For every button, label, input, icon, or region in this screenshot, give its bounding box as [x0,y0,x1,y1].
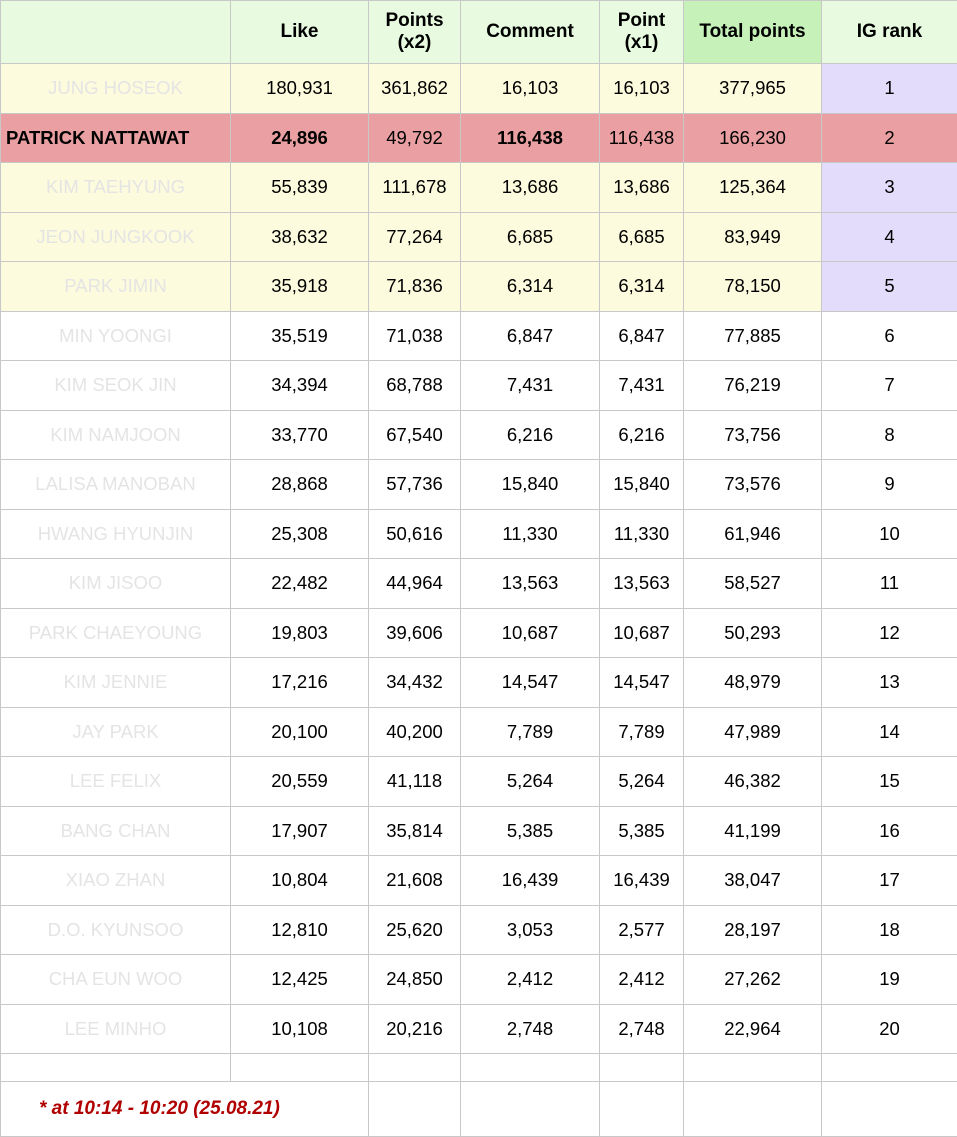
like-count: 22,482 [231,559,369,609]
total-points: 78,150 [684,262,822,312]
total-points: 73,756 [684,410,822,460]
total-points: 377,965 [684,64,822,114]
points-x2: 41,118 [369,757,461,807]
point-x1: 7,789 [600,707,684,757]
blank-cell [369,1054,461,1082]
artist-name: JUNG HOSEOK [1,64,231,114]
ig-rank: 10 [822,509,957,559]
like-count: 10,804 [231,856,369,906]
artist-name: KIM TAEHYUNG [1,163,231,213]
like-count: 20,100 [231,707,369,757]
comment-count: 7,431 [461,361,600,411]
point-x1: 16,439 [600,856,684,906]
comment-count: 11,330 [461,509,600,559]
like-count: 12,425 [231,955,369,1005]
points-x2: 34,432 [369,658,461,708]
point-x1: 14,547 [600,658,684,708]
like-count: 10,108 [231,1004,369,1054]
header-name [1,1,231,64]
header-points-x2-line2: (x2) [398,32,432,53]
artist-name: LEE MINHO [1,1004,231,1054]
total-points: 22,964 [684,1004,822,1054]
ig-rank: 7 [822,361,957,411]
like-count: 17,216 [231,658,369,708]
like-count: 34,394 [231,361,369,411]
table-row [1,410,957,460]
point-x1: 5,264 [600,757,684,807]
comment-count: 13,686 [461,163,600,213]
comment-count: 16,439 [461,856,600,906]
like-count: 24,896 [231,113,369,163]
header-comment: Comment [461,1,600,64]
table-row [1,806,957,856]
point-x1: 16,103 [600,64,684,114]
table-row [1,460,957,510]
comment-count: 15,840 [461,460,600,510]
like-count: 180,931 [231,64,369,114]
ig-rank: 13 [822,658,957,708]
points-x2: 57,736 [369,460,461,510]
artist-name: MIN YOONGI [1,311,231,361]
points-x2: 40,200 [369,707,461,757]
table-row [1,64,957,114]
table-row [1,361,957,411]
total-points: 41,199 [684,806,822,856]
points-x2: 21,608 [369,856,461,906]
blank-cell [684,1082,822,1137]
total-points: 38,047 [684,856,822,906]
ig-rank: 9 [822,460,957,510]
point-x1: 10,687 [600,608,684,658]
table-row [1,658,957,708]
like-count: 38,632 [231,212,369,262]
comment-count: 2,748 [461,1004,600,1054]
like-count: 12,810 [231,905,369,955]
total-points: 73,576 [684,460,822,510]
blank-cell [369,1082,461,1137]
total-points: 50,293 [684,608,822,658]
point-x1: 2,412 [600,955,684,1005]
comment-count: 116,438 [461,113,600,163]
table-row [1,757,957,807]
blank-cell [461,1082,600,1137]
point-x1: 13,563 [600,559,684,609]
like-count: 35,918 [231,262,369,312]
table-row [1,311,957,361]
artist-name: D.O. KYUNSOO [1,905,231,955]
points-x2: 361,862 [369,64,461,114]
comment-count: 3,053 [461,905,600,955]
artist-name: HWANG HYUNJIN [1,509,231,559]
table-row [1,559,957,609]
points-x2: 50,616 [369,509,461,559]
point-x1: 6,314 [600,262,684,312]
table-row [1,212,957,262]
points-x2: 49,792 [369,113,461,163]
point-x1: 7,431 [600,361,684,411]
total-points: 61,946 [684,509,822,559]
artist-name: JEON JUNGKOOK [1,212,231,262]
points-x2: 24,850 [369,955,461,1005]
header-point-x1-line1: Point [618,10,666,31]
like-count: 55,839 [231,163,369,213]
table-row [1,707,957,757]
table-row [1,856,957,906]
points-x2: 20,216 [369,1004,461,1054]
total-points: 77,885 [684,311,822,361]
ig-rank: 11 [822,559,957,609]
total-points: 28,197 [684,905,822,955]
artist-name: KIM SEOK JIN [1,361,231,411]
blank-cell [600,1082,684,1137]
artist-name: KIM NAMJOON [1,410,231,460]
points-x2: 44,964 [369,559,461,609]
points-x2: 35,814 [369,806,461,856]
point-x1: 6,216 [600,410,684,460]
point-x1: 2,577 [600,905,684,955]
comment-count: 6,216 [461,410,600,460]
total-points: 166,230 [684,113,822,163]
artist-name: PARK CHAEYOUNG [1,608,231,658]
points-x2: 71,836 [369,262,461,312]
comment-count: 16,103 [461,64,600,114]
ig-rank: 17 [822,856,957,906]
timestamp-note: * at 10:14 - 10:20 (25.08.21) [1,1082,369,1137]
like-count: 35,519 [231,311,369,361]
points-x2: 39,606 [369,608,461,658]
table-body [1,64,957,1054]
ig-rank: 15 [822,757,957,807]
header-point-x1 [600,1,684,64]
header-points-x2-line1: Points [385,10,443,31]
header-point-x1-line2: (x1) [625,32,659,53]
total-points: 125,364 [684,163,822,213]
points-x2: 77,264 [369,212,461,262]
ig-rank: 12 [822,608,957,658]
point-x1: 6,847 [600,311,684,361]
table-row [1,509,957,559]
footnote-row [1,1082,957,1137]
like-count: 33,770 [231,410,369,460]
table-row [1,608,957,658]
artist-name: PARK JIMIN [1,262,231,312]
point-x1: 2,748 [600,1004,684,1054]
comment-count: 6,847 [461,311,600,361]
comment-count: 5,264 [461,757,600,807]
artist-name: KIM JENNIE [1,658,231,708]
table-row [1,955,957,1005]
total-points: 27,262 [684,955,822,1005]
like-count: 17,907 [231,806,369,856]
header-points-x2 [369,1,461,64]
ig-rank: 6 [822,311,957,361]
comment-count: 13,563 [461,559,600,609]
points-x2: 71,038 [369,311,461,361]
points-x2: 68,788 [369,361,461,411]
ig-rank: 18 [822,905,957,955]
artist-name: XIAO ZHAN [1,856,231,906]
blank-cell [231,1054,369,1082]
blank-cell [461,1054,600,1082]
point-x1: 6,685 [600,212,684,262]
blank-cell [684,1054,822,1082]
total-points: 47,989 [684,707,822,757]
table-row [1,163,957,213]
comment-count: 10,687 [461,608,600,658]
ig-rank: 1 [822,64,957,114]
artist-name: JAY PARK [1,707,231,757]
point-x1: 5,385 [600,806,684,856]
points-x2: 111,678 [369,163,461,213]
points-x2: 25,620 [369,905,461,955]
total-points: 46,382 [684,757,822,807]
table-row [1,905,957,955]
comment-count: 14,547 [461,658,600,708]
table-row [1,1004,957,1054]
artist-name: CHA EUN WOO [1,955,231,1005]
header-total-points: Total points [684,1,822,64]
header-like: Like [231,1,369,64]
like-count: 20,559 [231,757,369,807]
table-row [1,113,957,163]
artist-name: LALISA MANOBAN [1,460,231,510]
like-count: 19,803 [231,608,369,658]
point-x1: 11,330 [600,509,684,559]
ig-rank: 16 [822,806,957,856]
ig-rank: 19 [822,955,957,1005]
blank-cell [822,1082,957,1137]
blank-cell [822,1054,957,1082]
ig-rank: 4 [822,212,957,262]
point-x1: 13,686 [600,163,684,213]
total-points: 48,979 [684,658,822,708]
blank-row [1,1054,957,1082]
total-points: 76,219 [684,361,822,411]
artist-name: BANG CHAN [1,806,231,856]
artist-name: LEE FELIX [1,757,231,807]
blank-cell [1,1054,231,1082]
artist-name: PATRICK NATTAWAT [1,113,231,163]
blank-cell [600,1054,684,1082]
ig-rank: 20 [822,1004,957,1054]
comment-count: 2,412 [461,955,600,1005]
like-count: 25,308 [231,509,369,559]
table-row [1,262,957,312]
points-x2: 67,540 [369,410,461,460]
total-points: 58,527 [684,559,822,609]
ig-rank: 5 [822,262,957,312]
header-row [1,1,957,64]
ig-rank: 3 [822,163,957,213]
header-ig-rank: IG rank [822,1,957,64]
point-x1: 116,438 [600,113,684,163]
like-count: 28,868 [231,460,369,510]
ig-rank: 8 [822,410,957,460]
point-x1: 15,840 [600,460,684,510]
comment-count: 5,385 [461,806,600,856]
artist-name: KIM JISOO [1,559,231,609]
comment-count: 6,685 [461,212,600,262]
ig-rank: 2 [822,113,957,163]
comment-count: 7,789 [461,707,600,757]
comment-count: 6,314 [461,262,600,312]
total-points: 83,949 [684,212,822,262]
ig-rank: 14 [822,707,957,757]
